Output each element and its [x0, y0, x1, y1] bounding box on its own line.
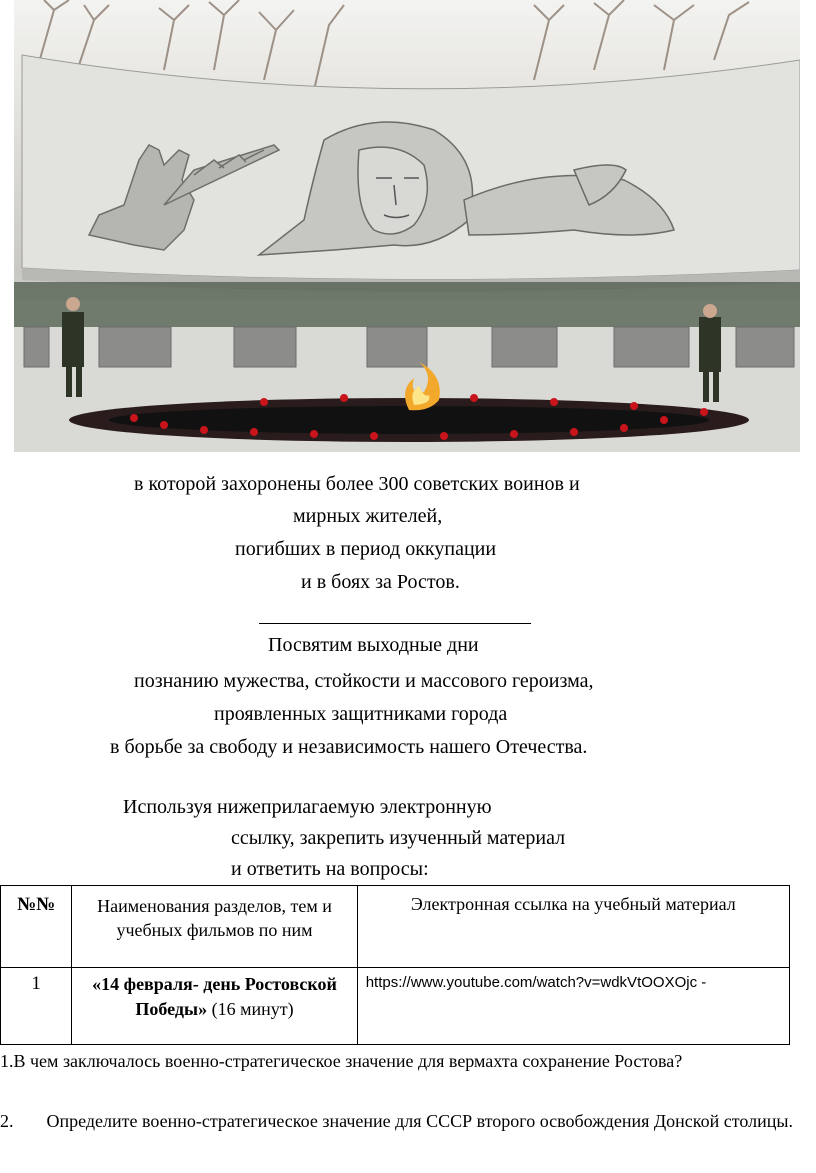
row-link[interactable]: https://www.youtube.com/watch?v=wdkVtOOXOjc - [357, 968, 789, 1045]
question-2-text: Определите военно-стратегическое значение для СССР второго освобождения Донской столицы. [46, 1111, 793, 1131]
dedication-line-4: в борьбе за свободу и независимость нашего Отечества. [110, 736, 588, 758]
row-num: 1 [1, 968, 72, 1045]
materials-table [0, 885, 790, 1045]
question-2 [0, 1106, 800, 1136]
table-header-row [1, 886, 790, 968]
row-title [72, 968, 357, 1045]
task-line-3: и ответить на вопросы: [231, 858, 429, 880]
header-name: Наименования разделов, тем и учебных фильмов по ним [72, 886, 357, 968]
question-1: 1.В чем заключалось военно-стратегическое значение для вермахта сохранение Ростова? [0, 1051, 683, 1071]
table-row [1, 968, 790, 1045]
row-title-duration: (16 минут) [207, 999, 294, 1019]
intro-line-3: погибших в период оккупации [235, 538, 497, 560]
task-line-1: Используя нижеприлагаемую электронную [123, 796, 492, 818]
intro-line-2: мирных жителей, [293, 505, 443, 527]
header-link: Электронная ссылка на учебный материал [357, 886, 789, 968]
row-title-bold: «14 февраля- день Ростовской Победы» [92, 974, 337, 1019]
intro-line-1: в которой захоронены более 300 советских воинов и [134, 473, 580, 495]
dedication-line-3: проявленных защитниками города [214, 703, 508, 725]
memorial-photo [14, 0, 800, 452]
task-line-2: ссылку, закрепить изученный материал [231, 827, 566, 849]
header-num: №№ [1, 886, 72, 968]
intro-line-4: и в боях за Ростов. [301, 571, 460, 593]
dedication-line-2: познанию мужества, стойкости и массового героизма, [134, 670, 594, 692]
dedication-line-1: Посвятим выходные дни [268, 634, 479, 656]
section-divider [259, 623, 531, 624]
memorial-photo-illustration [14, 0, 800, 452]
question-2-number: 2. [0, 1111, 14, 1131]
